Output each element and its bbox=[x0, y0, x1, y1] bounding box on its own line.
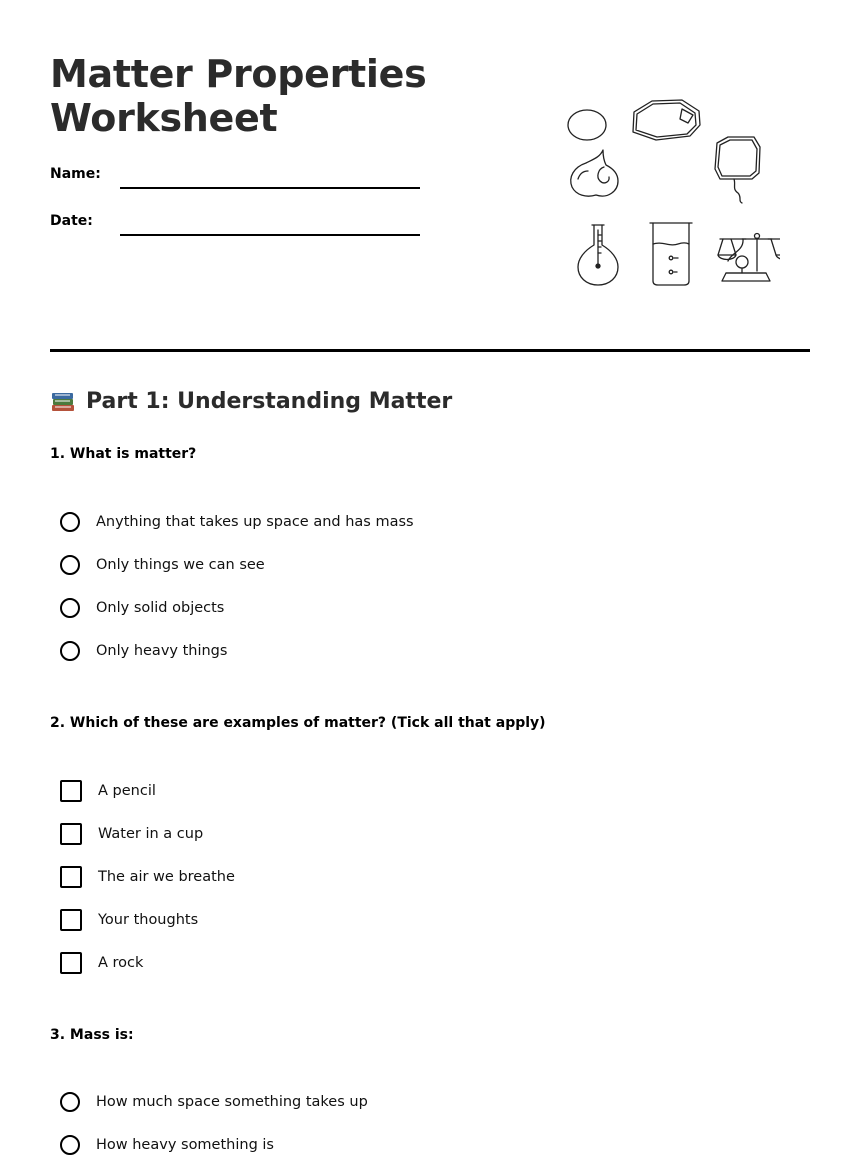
beaker-icon bbox=[650, 223, 692, 285]
option-label: Only heavy things bbox=[96, 643, 228, 659]
option-label: Only solid objects bbox=[96, 600, 225, 616]
balance-scale-icon bbox=[718, 234, 780, 282]
water-drop-icon bbox=[571, 150, 618, 196]
matter-illustration bbox=[560, 95, 780, 295]
option-label: The air we breathe bbox=[98, 869, 235, 885]
checkbox[interactable] bbox=[60, 866, 82, 888]
radio-button[interactable] bbox=[60, 1135, 80, 1155]
flask-icon bbox=[578, 225, 618, 285]
part1-heading bbox=[50, 388, 452, 414]
option-label: Anything that takes up space and has mass bbox=[96, 514, 414, 530]
checkbox[interactable] bbox=[60, 952, 82, 974]
rock-icon bbox=[633, 100, 700, 140]
question-3: 3. Mass is: bbox=[50, 1027, 134, 1043]
date-line[interactable] bbox=[120, 234, 420, 236]
q2-option-2[interactable] bbox=[60, 822, 203, 846]
option-label: How heavy something is bbox=[96, 1137, 274, 1153]
ice-cube-icon bbox=[715, 137, 760, 203]
radio-button[interactable] bbox=[60, 641, 80, 661]
pebble-icon bbox=[568, 110, 606, 140]
date-field[interactable] bbox=[50, 213, 420, 237]
q1-option-3[interactable] bbox=[60, 596, 224, 620]
option-label: A pencil bbox=[98, 783, 156, 799]
q3-option-1[interactable] bbox=[60, 1090, 368, 1114]
books-icon bbox=[50, 388, 76, 414]
option-label: Water in a cup bbox=[98, 826, 204, 842]
option-label: Your thoughts bbox=[98, 912, 199, 928]
q2-option-4[interactable] bbox=[60, 908, 198, 932]
checkbox[interactable] bbox=[60, 823, 82, 845]
name-label: Name: bbox=[50, 166, 101, 182]
question-1: 1. What is matter? bbox=[50, 446, 197, 462]
q1-option-1[interactable] bbox=[60, 510, 414, 534]
q3-option-2[interactable] bbox=[60, 1133, 274, 1157]
part1-title: Part 1: Understanding Matter bbox=[86, 388, 453, 414]
radio-button[interactable] bbox=[60, 1092, 80, 1112]
q2-option-3[interactable] bbox=[60, 865, 235, 889]
option-label: How much space something takes up bbox=[96, 1094, 368, 1110]
q1-option-2[interactable] bbox=[60, 553, 265, 577]
checkbox[interactable] bbox=[60, 909, 82, 931]
date-label: Date: bbox=[50, 213, 93, 229]
option-label: A rock bbox=[98, 955, 144, 971]
radio-button[interactable] bbox=[60, 598, 80, 618]
q2-option-1[interactable] bbox=[60, 779, 156, 803]
checkbox[interactable] bbox=[60, 780, 82, 802]
q2-option-5[interactable] bbox=[60, 951, 143, 975]
name-line[interactable] bbox=[120, 187, 420, 189]
radio-button[interactable] bbox=[60, 512, 80, 532]
q1-option-4[interactable] bbox=[60, 639, 227, 663]
name-field[interactable] bbox=[50, 166, 420, 190]
option-label: Only things we can see bbox=[96, 557, 265, 573]
worksheet-title: Matter Properties Worksheet bbox=[50, 52, 427, 140]
radio-button[interactable] bbox=[60, 555, 80, 575]
question-2: 2. Which of these are examples of matter? (Tick all that apply) bbox=[50, 715, 546, 731]
section-divider bbox=[50, 349, 810, 352]
